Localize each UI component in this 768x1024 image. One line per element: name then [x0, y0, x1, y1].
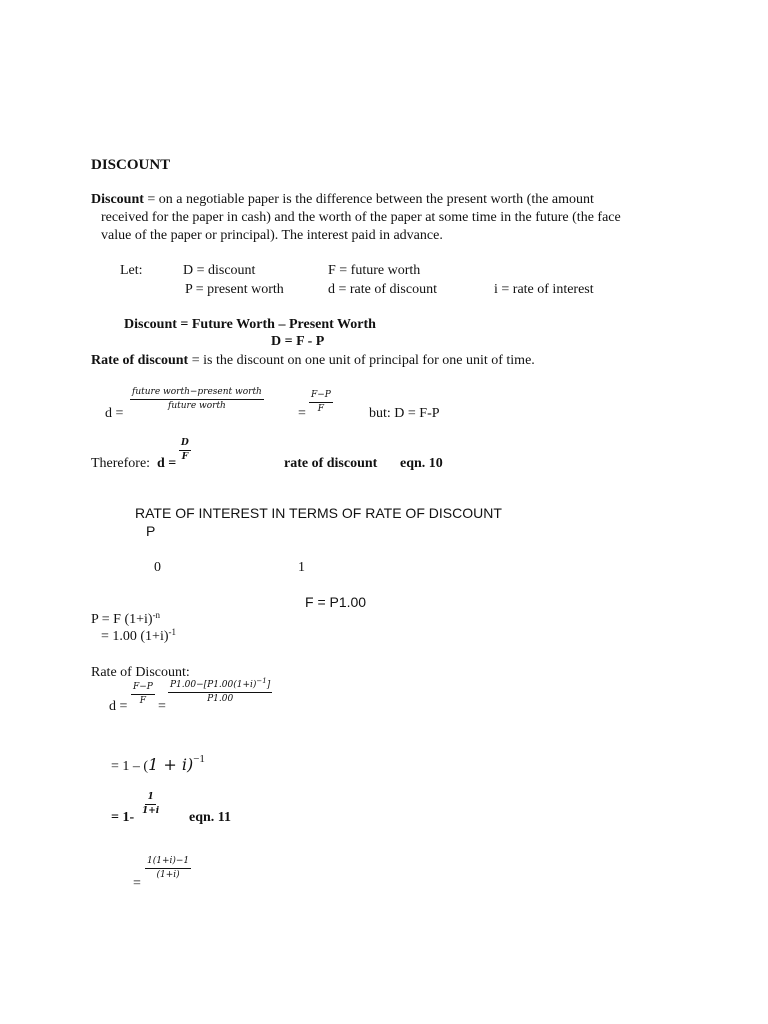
d-formula-denominator: future worth	[167, 401, 226, 411]
step-1-exp: −1	[193, 753, 205, 765]
var-d: d = rate of discount	[328, 282, 437, 297]
p-formula-exp-1: -n	[152, 610, 161, 620]
rod-fraction-1	[131, 683, 155, 706]
step-2-numerator: 1	[145, 793, 155, 805]
eqn-11: eqn. 11	[189, 810, 232, 825]
timeline-P: P	[146, 523, 156, 539]
timeline-0: 0	[154, 560, 161, 575]
discount-equation-words: Discount = Future Worth – Present Worth	[124, 317, 376, 332]
timeline-1: 1	[298, 560, 305, 575]
step-2-denominator: 1+i	[142, 806, 160, 816]
var-D: D = discount	[183, 263, 256, 278]
p-formula-line-1	[91, 612, 160, 629]
section-heading: RATE OF INTEREST IN TERMS OF RATE OF DISCOUNT	[135, 505, 502, 521]
discount-definition-line-1	[91, 192, 594, 209]
timeline-F: F = P1.00	[305, 594, 367, 610]
discount-equation-symbolic: D = F - P	[271, 334, 325, 349]
therefore-name: rate of discount	[284, 456, 378, 471]
p-formula-line-2	[101, 629, 176, 646]
rod-denominator-2: P1.00	[207, 694, 234, 704]
rod-lhs: d =	[109, 699, 128, 714]
page-title: DISCOUNT	[91, 157, 171, 173]
d-formula-denominator-2: F	[317, 404, 325, 414]
rod-numerator-1: F−P	[131, 683, 155, 695]
rod-fraction-2	[168, 677, 272, 704]
p-formula-text-1: P = F (1+i)	[91, 612, 153, 627]
d-formula-numerator-2: F−P	[309, 391, 333, 403]
rate-of-discount-label: Rate of Discount:	[91, 665, 190, 680]
var-F: F = future worth	[328, 263, 421, 278]
p-formula-exp-2: -1	[168, 627, 177, 637]
rod-denominator-1: F	[139, 696, 147, 706]
step-3-fraction	[145, 857, 191, 880]
therefore-numerator: D	[179, 439, 191, 451]
rod-numerator-2-exp: −1	[256, 677, 267, 685]
d-formula-note: but: D = F-P	[369, 406, 440, 421]
therefore-label: Therefore:	[91, 456, 151, 471]
rod-equals: =	[158, 699, 166, 714]
discount-definition-line-3: value of the paper or principal). The interest paid in advance.	[101, 228, 443, 243]
step-2-fraction	[140, 793, 161, 816]
rod-numerator-2-text: P1.00−[P1.00(1+i)	[170, 680, 257, 690]
therefore-denominator: F	[181, 452, 189, 462]
therefore-fraction	[179, 439, 191, 462]
rod-numerator-2-end: ]	[266, 680, 271, 690]
var-i: i = rate of interest	[494, 282, 594, 297]
rate-definition	[91, 353, 535, 370]
d-formula-equals: =	[298, 406, 306, 421]
discount-term: Discount	[91, 192, 144, 207]
rate-definition-text: = is the discount on one unit of principal for one unit of time.	[188, 353, 535, 368]
step-2-text: = 1-	[111, 810, 135, 825]
p-formula-text-2: = 1.00 (1+i)	[101, 629, 169, 644]
eqn-10: eqn. 10	[400, 456, 443, 471]
d-formula-fraction-1	[130, 388, 264, 411]
step-1	[111, 755, 205, 776]
d-formula-lhs: d =	[105, 406, 124, 421]
discount-definition-text-1: = on a negotiable paper is the difference between the present worth (the amount	[143, 192, 594, 207]
step-1-inner: 1 + i)	[148, 755, 194, 774]
d-formula-fraction-2	[309, 391, 333, 414]
rate-term: Rate of discount	[91, 353, 189, 368]
d-formula-numerator: future worth−present worth	[130, 388, 264, 400]
let-label: Let:	[120, 263, 143, 278]
therefore-lhs: d =	[157, 456, 177, 471]
step-3-numerator: 1(1+i)−1	[145, 857, 191, 869]
step-1-text: = 1 – (	[111, 759, 149, 774]
step-3-denominator: (1+i)	[156, 870, 180, 880]
step-3-equals: =	[133, 876, 141, 891]
rod-numerator-2	[168, 677, 272, 693]
discount-definition-line-2: received for the paper in cash) and the worth of the paper at some time in the future (the face	[101, 210, 621, 225]
var-P: P = present worth	[185, 282, 284, 297]
